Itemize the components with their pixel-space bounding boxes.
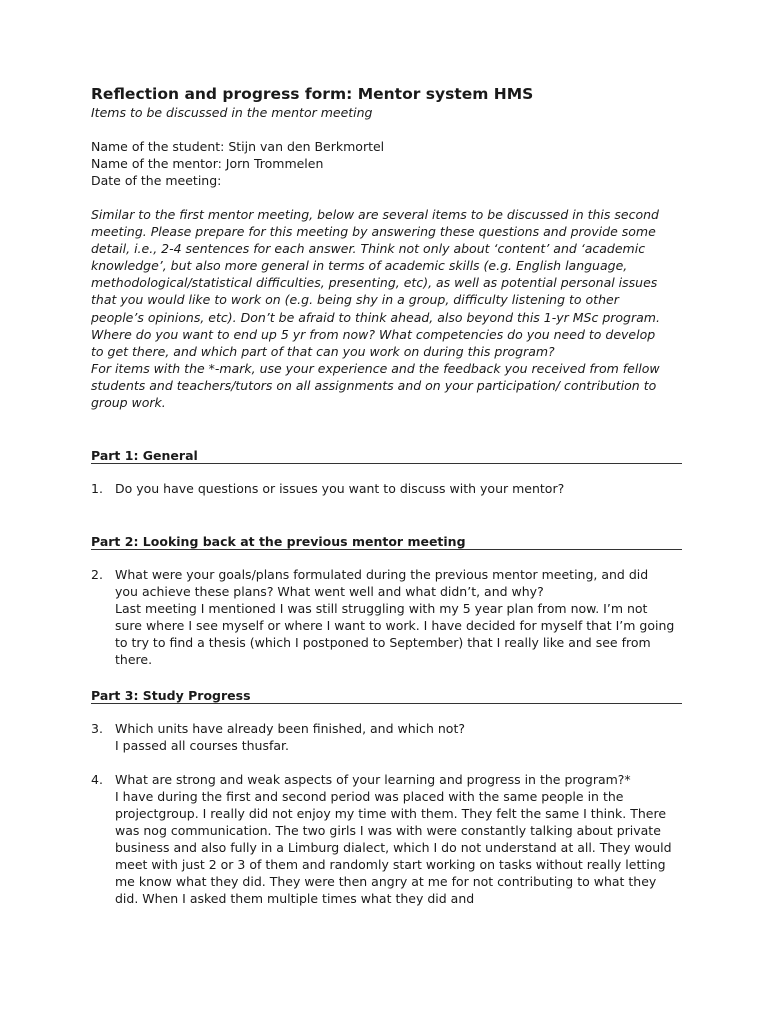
section-title: Part 3: Study Progress — [91, 688, 251, 704]
meeting-date-line: Date of the meeting: — [91, 173, 222, 188]
question-number: 3. — [91, 721, 103, 737]
question-text: Which units have already been finished, and which not? — [115, 721, 465, 737]
section-divider — [91, 549, 682, 550]
form-title: Reflection and progress form: Mentor system HMS — [91, 85, 534, 103]
question-item-2 — [91, 566, 675, 668]
section-divider — [91, 703, 682, 704]
section-heading-part-1 — [91, 445, 681, 463]
meta-block — [91, 138, 681, 189]
section-title: Part 1: General — [91, 448, 198, 464]
question-number: 1. — [91, 481, 103, 497]
section-heading-part-3 — [91, 685, 681, 703]
answer-text: I passed all courses thusfar. — [115, 738, 290, 754]
question-item-1 — [91, 480, 675, 497]
document-page — [91, 84, 681, 907]
section-heading-part-2 — [91, 531, 681, 549]
answer-text: I have during the first and second period was placed with the same people in the projectgroup. I really did not enjoy my time with them. They felt the same I think. There was nog communication. The two girls I was with were constantly talking about private business and also fully in a Limburg dialect, which I do not understand at all. They would meet with just 2 or 3 of them and randomly start working on tasks without really letting me know what they did. They were then angry at me for not contributing to what they did. When I asked them multiple times what they did and — [115, 789, 672, 907]
student-name-line: Name of the student: Stijn van den Berkmortel — [91, 139, 385, 154]
question-item-4 — [91, 771, 675, 907]
section-divider — [91, 463, 682, 464]
intro-paragraph: Similar to the first mentor meeting, below are several items to be discussed in this second meeting. Please prepare for this meeting by answering these questions and provide some detail, i.e., 2-4 sentences for each answer. Think not only about ‘content’ and ‘academic knowledge’, but also more general in terms of academic skills (e.g. English language, methodological/statistical difficulties, presenting, etc), as well as potential personal issues that you would like to work on (e.g. being shy in a group, difficulty listening to other people’s opinions, etc). Don’t be afraid to think ahead, also beyond this 1-yr MSc program. Where do you want to end up 5 yr from now? What competencies do you need to develop to get there, and which part of that can you work on during this program? — [91, 207, 660, 359]
question-text: Do you have questions or issues you want to discuss with your mentor? — [115, 481, 565, 497]
section-title: Part 2: Looking back at the previous mentor meeting — [91, 534, 466, 550]
question-item-3 — [91, 720, 675, 754]
question-text: What were your goals/plans formulated during the previous mentor meeting, and did you achieve these plans? What went well and what didn’t, and why? — [115, 567, 649, 600]
question-number: 2. — [91, 567, 103, 583]
form-subtitle: Items to be discussed in the mentor meeting — [91, 105, 373, 120]
question-text: What are strong and weak aspects of your learning and progress in the program?* — [115, 772, 631, 788]
mentor-name-line: Name of the mentor: Jorn Trommelen — [91, 156, 324, 171]
intro-note: For items with the *-mark, use your experience and the feedback you received from fellow students and teachers/tutors on all assignments and on your participation/ contribution to group work. — [91, 360, 660, 411]
answer-text: Last meeting I mentioned I was still struggling with my 5 year plan from now. I’m not sure where I see myself or where I want to work. I have decided for myself that I’m going to try to find a thesis (which I postponed to September) that I really like and see from there. — [115, 601, 675, 668]
question-number: 4. — [91, 772, 103, 788]
